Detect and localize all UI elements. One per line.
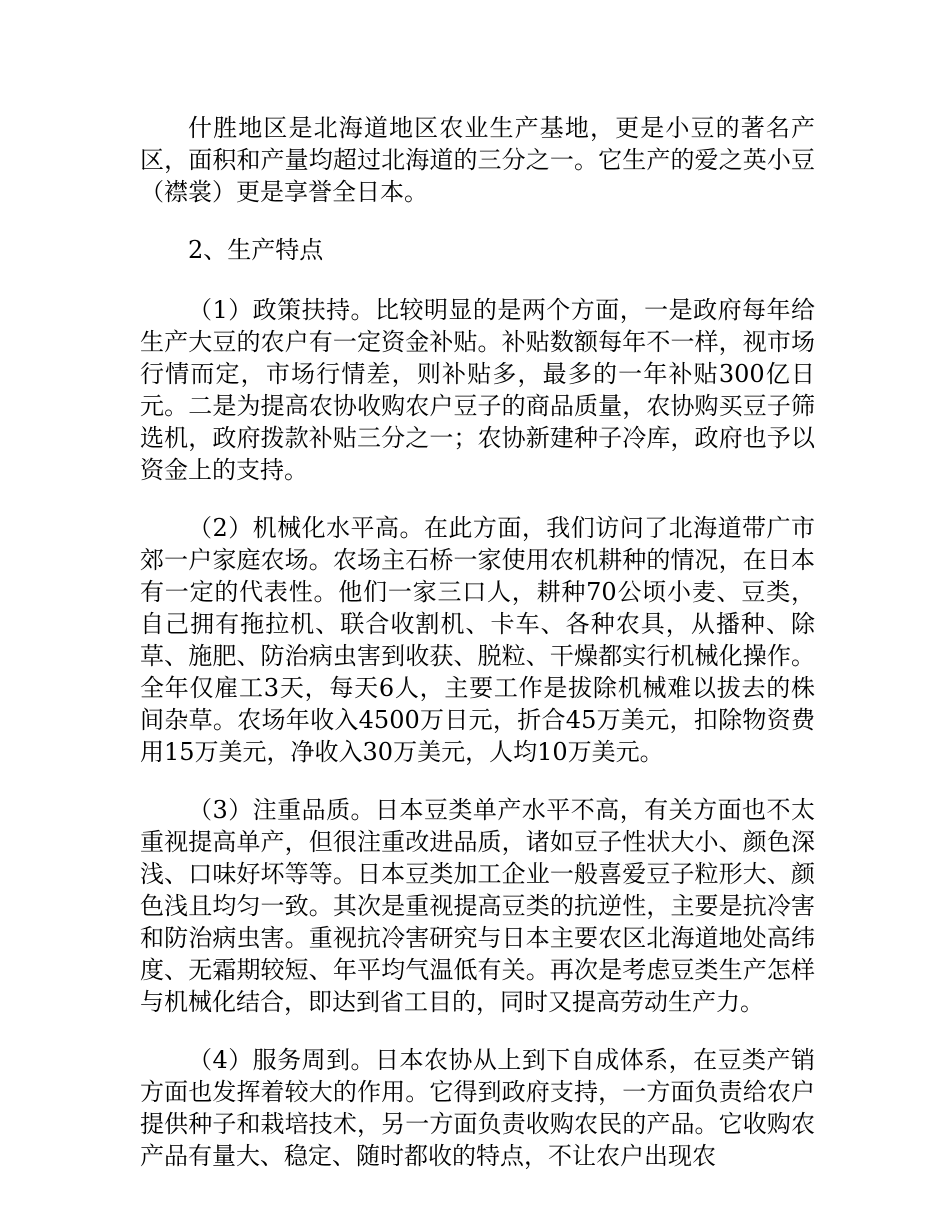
section-heading-production-features: 2、生产特点 bbox=[188, 236, 324, 264]
document-page bbox=[140, 112, 815, 1198]
paragraph-service: （4）服务周到。日本农协从上到下自成体系，在豆类产销方面也发挥着较大的作用。它得到政府支持，一方面负责给农户提供种子和栽培技术，另一方面负责收购农民的产品。它收购农产品有量大、稳定、随时都收的特点，不让农户出现农 bbox=[140, 1046, 815, 1170]
paragraph-quality: （3）注重品质。日本豆类单产水平不高，有关方面也不太重视提高单产，但很注重改进品质，诸如豆子性状大小、颜色深浅、口味好坏等等。日本豆类加工企业一般喜爱豆子粒形大、颜色浅且均匀一致。其次是重视提高豆类的抗逆性，主要是抗冷害和防治病虫害。重视抗冷害研究与日本主要农区北海道地处高纬度、无霜期较短、年平均气温低有关。再次是考虑豆类生产怎样与机械化结合，即达到省工目的，同时又提高劳动生产力。 bbox=[140, 796, 815, 1016]
paragraph-mechanization: （2）机械化水平高。在此方面，我们访问了北海道带广市郊一户家庭农场。农场主石桥一家使用农机耕种的情况，在日本有一定的代表性。他们一家三口人，耕种70公顷小麦、豆类，自己拥有拖拉机、联合收割机、卡车、各种农具，从播种、除草、施肥、防治病虫害到收获、脱粒、干燥都实行机械化操作。全年仅雇工3天，每天6人，主要工作是拔除机械难以拔去的株间杂草。农场年收入4500万日元，折合45万美元，扣除物资费用15万美元，净收入30万美元，人均10万美元。 bbox=[140, 514, 815, 766]
paragraph-intro: 什胜地区是北海道地区农业生产基地，更是小豆的著名产区，面积和产量均超过北海道的三分之一。它生产的爱之英小豆（襟裳）更是享誉全日本。 bbox=[140, 114, 815, 206]
paragraph-policy-support: （1）政策扶持。比较明显的是两个方面，一是政府每年给生产大豆的农户有一定资金补贴。补贴数额每年不一样，视市场行情而定，市场行情差，则补贴多，最多的一年补贴300亿日元。二是为提高农协收购农户豆子的商品质量，农协购买豆子筛选机，政府拨款补贴三分之一；农协新建种子冷库，政府也予以资金上的支持。 bbox=[140, 296, 815, 484]
